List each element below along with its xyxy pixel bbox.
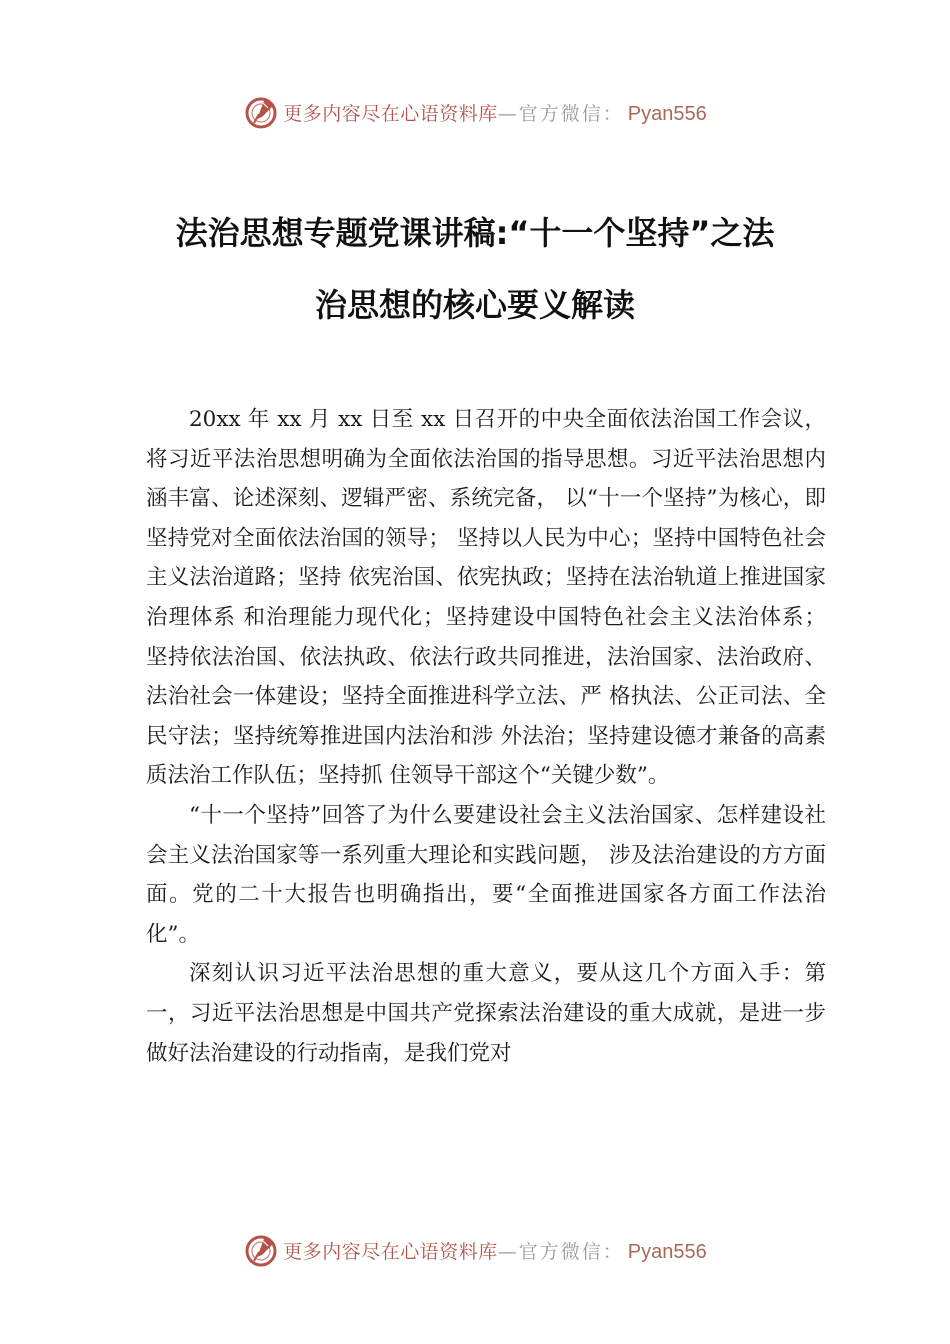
- banner-wechat-label: —官方微信：: [497, 102, 624, 125]
- body-paragraph-1: 20xx 年 xx 月 xx 日至 xx 日召开的中央全面依法治国工作会议，将习近平法治思想明确为全面依法治国的指导思想。习近平法治思想内涵丰富、论述深刻、逻辑严密、系统完备， 以“十一个坚持”为核心，即坚持党对全面依法治国的领导； 坚持以人民为中心；坚持中国特色社会主义法治道路；坚持 依宪治国、依宪执政；坚持在法治轨道上推进国家治理体系 和治理能力现代化；坚持建设中国特色社会主义法治体系； 坚持依法治国、依法执政、依法行政共同推进，法治国家、法治政府、法治社会一体建设；坚持全面推进科学立法、严 格执法、公正司法、全民守法；坚持统筹推进国内法治和涉 外法治；坚持建设德才兼备的高素质法治工作队伍；坚持抓 住领导干部这个“关键少数”。: [146, 407, 826, 789]
- body-paragraph-2: “十一个坚持”回答了为什么要建设社会主义法治国家、怎样建设社会主义法治国家等一系列重大理论和实践问题， 涉及法治建设的方方面面。党的二十大报告也明确指出，要“全面推进国家各方面工作法治化”。: [146, 802, 826, 947]
- banner-wechat-label: —官方微信：: [497, 1240, 624, 1263]
- banner-wechat-id: Pyan556: [627, 1240, 707, 1263]
- document-title-line-2: 治思想的核心要义解读: [314, 286, 635, 324]
- header-watermark-banner: [0, 92, 950, 132]
- banner-lead-text: 更多内容尽在心语资料库: [283, 102, 498, 125]
- footer-watermark-banner: [0, 1230, 950, 1270]
- pen-nib-circle-logo-icon: [243, 94, 279, 130]
- document-body: [146, 400, 826, 1073]
- pen-nib-circle-logo-icon: [243, 1232, 279, 1268]
- banner-wechat-id: Pyan556: [627, 102, 707, 125]
- banner-lead-text: 更多内容尽在心语资料库: [283, 1240, 498, 1263]
- body-paragraph-3: 深刻认识习近平法治思想的重大意义，要从这几个方面入手：第一，习近平法治思想是中国共产党探索法治建设的重大成就，是进一步做好法治建设的行动指南，是我们党对: [146, 961, 826, 1066]
- document-title-line-1: 法治思想专题党课讲稿:“十一个坚持”之法: [175, 214, 775, 252]
